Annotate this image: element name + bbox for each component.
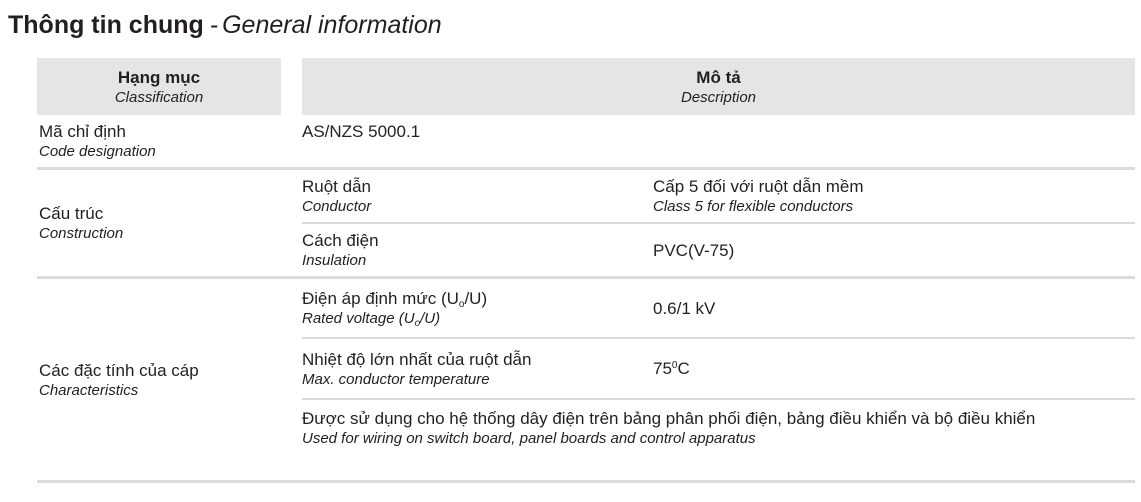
characteristics-label-vi: Các đặc tính của cáp xyxy=(39,360,199,380)
conductor-label-vi: Ruột dẫn xyxy=(302,177,371,196)
temperature-label-cell xyxy=(302,349,653,389)
voltage-value-cell xyxy=(653,298,1135,319)
conductor-value-vi: Cấp 5 đối với ruột dẫn mềm xyxy=(653,177,864,196)
table-row-construction xyxy=(37,170,1135,279)
code-designation-value-cell xyxy=(302,121,653,142)
temperature-value-unit: C xyxy=(677,359,690,378)
voltage-label-vi xyxy=(302,288,639,309)
page-title-separator: - xyxy=(209,11,219,39)
temperature-label-en: Max. conductor temperature xyxy=(302,370,490,388)
construction-label xyxy=(37,170,302,276)
voltage-label-en-subscript: o xyxy=(414,318,421,329)
header-classification-vi: Hạng mục xyxy=(117,67,201,87)
code-designation-label xyxy=(37,115,302,167)
voltage-label-en-pre: Rated voltage (U xyxy=(302,310,415,327)
characteristics-description xyxy=(302,279,1135,480)
construction-conductor-subrow xyxy=(302,170,1135,222)
code-designation-value: AS/NZS 5000.1 xyxy=(302,122,421,141)
temperature-label-vi: Nhiệt độ lớn nhất của ruột dẫn xyxy=(302,349,532,369)
table-header-row xyxy=(37,58,1135,115)
characteristics-label-en: Characteristics xyxy=(39,381,139,399)
header-cell-description xyxy=(302,58,1135,115)
construction-label-en: Construction xyxy=(39,225,124,242)
table-row-code-designation xyxy=(37,115,1135,170)
usage-text-vi: Được sử dụng cho hệ thống dây điện trên bảng phân phối điện, bảng điều khiển và bộ điều khiển xyxy=(302,409,1036,428)
characteristics-voltage-subrow xyxy=(302,279,1135,337)
header-description-vi: Mô tả xyxy=(696,67,741,87)
temperature-value-number: 75 xyxy=(653,359,672,378)
voltage-label-vi-pre: Điện áp định mức (U xyxy=(302,289,459,308)
header-gap xyxy=(281,58,302,115)
construction-insulation-subrow xyxy=(302,222,1135,276)
construction-description xyxy=(302,170,1135,276)
characteristics-temperature-subrow xyxy=(302,337,1135,398)
insulation-value-cell xyxy=(653,240,1135,261)
header-classification-en: Classification xyxy=(114,88,204,106)
voltage-label-cell xyxy=(302,288,653,328)
table-row-characteristics xyxy=(37,279,1135,483)
page-title-english: General information xyxy=(222,11,442,39)
usage-text-en: Used for wiring on switch board, panel boards and control apparatus xyxy=(302,430,756,447)
general-information-table xyxy=(37,58,1135,483)
conductor-value-cell xyxy=(653,176,1135,216)
insulation-label-cell xyxy=(302,230,653,270)
temperature-value-superscript: 0 xyxy=(671,360,678,371)
temperature-value xyxy=(653,358,1127,379)
insulation-label-vi: Cách điện xyxy=(302,231,379,250)
characteristics-label xyxy=(37,279,302,480)
characteristics-usage-subrow xyxy=(302,398,1135,480)
voltage-label-en-post: /U) xyxy=(420,310,441,327)
voltage-value: 0.6/1 kV xyxy=(653,298,716,318)
insulation-value: PVC(V-75) xyxy=(653,240,735,260)
temperature-value-cell xyxy=(653,358,1135,379)
code-designation-subrow xyxy=(302,115,1135,148)
header-description-en: Description xyxy=(680,88,757,106)
code-designation-label-en: Code designation xyxy=(39,143,156,160)
code-designation-label-vi: Mã chỉ định xyxy=(39,122,126,141)
voltage-label-vi-subscript: o xyxy=(458,299,465,310)
code-designation-description xyxy=(302,115,1135,167)
insulation-label-en: Insulation xyxy=(302,252,367,269)
conductor-value-en: Class 5 for flexible conductors xyxy=(653,198,854,215)
header-cell-classification xyxy=(37,58,281,115)
construction-label-vi: Cấu trúc xyxy=(39,204,104,223)
conductor-label-en: Conductor xyxy=(302,198,372,215)
usage-text-cell xyxy=(302,408,1135,448)
conductor-label-cell xyxy=(302,176,653,216)
voltage-label-en xyxy=(302,309,639,328)
page-title-vietnamese: Thông tin chung xyxy=(8,11,204,39)
page-title xyxy=(8,10,1135,40)
voltage-label-vi-post: /U) xyxy=(464,289,488,308)
